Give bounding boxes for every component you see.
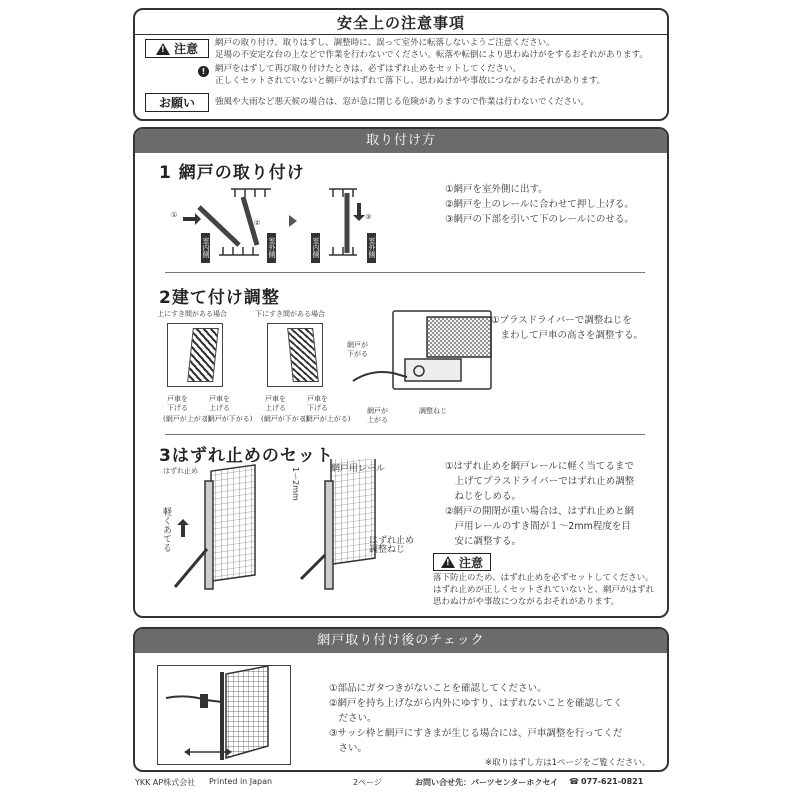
adjust-screw-label: 調整ねじ [419, 407, 447, 415]
caption-bottom-gap: 下にすき間がある場合 [255, 310, 325, 318]
step3-line: 上げてプラスドライバーではずれ止め調整 [445, 476, 635, 487]
lower-wheel-note: (網戸が上がる) [303, 415, 351, 423]
step3-caution-label [433, 553, 491, 571]
divider [135, 34, 667, 35]
contact-label: お問い合せ先：パーツセンターホクセイ [415, 778, 559, 787]
gap-label: 1〜2mm [291, 467, 300, 501]
caution-label [145, 39, 209, 58]
company-name: YKK AP株式会社 [135, 778, 196, 787]
removal-note: ※取りはずし方は1ページをご覧ください。 [485, 758, 651, 768]
raise-wheel-note: (網戸が下がる) [205, 415, 253, 423]
check-illustration [157, 665, 291, 765]
step3-line: ②網戸の開閉が重い場合は、はずれ止めと網 [445, 506, 635, 517]
safety-title: 安全上の注意事項 [336, 14, 465, 32]
step2-title: 2建て付け調整 [159, 288, 280, 308]
raise-wheel-label: 戸車を 上げる [265, 395, 286, 412]
step3-caution-line: はずれ止めが正しくセットされていないと、網戸がはずれ [433, 585, 655, 595]
safety-notice-box [133, 8, 669, 121]
step1-line: ②網戸を上のレールに合わせて押し上げる。 [445, 199, 634, 210]
step3-title: 3はずれ止めのセット [159, 446, 334, 466]
step3-line: ねじをしめる。 [445, 491, 522, 502]
window-illustration-top-gap [167, 323, 223, 387]
install-header: 取り付け方 [135, 129, 667, 153]
screen-up-label: 網戸が 上がる [367, 407, 388, 424]
request-line: 強風や大雨など悪天候の場合は、窓が急に閉じる危険がありますので作業は行わないでください。 [215, 97, 590, 107]
lightly-touch-label: 軽くあてる [161, 507, 171, 552]
page-number: 2ページ [353, 778, 382, 787]
install-section [133, 127, 669, 618]
mark-1: ① [171, 211, 178, 219]
phone-icon: ☎ [569, 777, 579, 786]
warning-triangle-icon [441, 556, 455, 568]
step3-caution-line: 思わぬけがや事故につながるおそれがあります。 [433, 597, 620, 607]
phone-number: 077-621-0821 [581, 777, 644, 786]
indoor-label: 室内側 [202, 237, 210, 258]
check-section [133, 627, 669, 772]
step1-line: ①網戸を室外側に出す。 [445, 184, 548, 195]
caption-top-gap: 上にすき間がある場合 [157, 310, 227, 318]
check-line: ②網戸を持ち上げながら内外にゆすり、はずれないことを確認してく [329, 698, 623, 709]
warn-line: 網戸をはずして再び取り付けたときは、必ずはずれ止めをセットしてください。 [215, 64, 522, 74]
mark-3: ③ [365, 213, 372, 221]
printed-in: Printed in Japan [209, 777, 273, 786]
step3-caution-text: 注意 [458, 555, 483, 570]
mark-2: ② [254, 219, 261, 227]
check-line: ①部品にガタつきがないことを確認してください。 [329, 683, 547, 694]
warn-line: 正しくセットされていないと網戸がはずれて落下し、思わぬけがや事故につながるおそれがあります。 [215, 76, 606, 86]
warning-triangle-icon [156, 43, 170, 55]
lower-wheel-label: 戸車を 下げる [167, 395, 188, 412]
divider [165, 272, 645, 273]
step3-line: 戸用レールのすき間が１〜2mm程度を目 [445, 521, 631, 532]
exclamation-icon: ! [198, 66, 209, 77]
step2-line: まわして戸車の高さを調整する。 [491, 330, 644, 341]
stopper-illustration [155, 459, 405, 599]
step1-title: 1 網戸の取り付け [159, 163, 305, 183]
rail-label: 網戸用レール [331, 464, 385, 474]
lower-wheel-label: 戸車を 下げる [307, 395, 328, 412]
caution-label-text: 注意 [173, 42, 198, 56]
stopper-label: はずれ止め [163, 467, 198, 475]
footer [133, 774, 669, 792]
step3-line: ①はずれ止めを網戸レールに軽く当てるまで [445, 461, 634, 472]
stopper-screw-label: はずれ止め 調整ねじ [369, 536, 415, 555]
request-label: お願い [145, 93, 209, 112]
step1-line: ③網戸の下部を引いて下のレールにのせる。 [445, 214, 634, 225]
check-header: 網戸取り付け後のチェック [135, 629, 667, 653]
divider [165, 434, 645, 435]
outdoor-label: 室外側 [268, 237, 276, 258]
check-line: さい。 [329, 743, 368, 754]
window-illustration-bottom-gap [267, 323, 323, 387]
outdoor-label: 室外側 [368, 237, 376, 258]
caution-line: 網戸の取り付け、取りはずし、調整時に、誤って室外に転落しないようご注意ください。 [215, 38, 555, 48]
indoor-label: 室内側 [312, 237, 320, 258]
raise-wheel-label: 戸車を 上げる [209, 395, 230, 412]
step3-caution-line: 落下防止のため、はずれ止めを必ずセットしてください。 [433, 573, 654, 583]
screen-down-label: 網戸が 下がる [347, 341, 368, 358]
check-line: ③サッシ枠と網戸にすきまが生じる場合には、戸車調整を行ってくだ [329, 728, 623, 739]
raise-wheel-note: (網戸が下がる) [261, 415, 309, 423]
lower-wheel-note: (網戸が上がる) [163, 415, 211, 423]
check-line: ださい。 [329, 713, 377, 724]
step2-line: ①プラスドライバーで調整ねじを [491, 315, 632, 326]
step3-line: 安に調整する。 [445, 536, 522, 547]
caution-line: 足場の不安定な台の上などで作業を行わないでください。転落や転倒により思わぬけがをするおそれがあります。 [215, 50, 648, 60]
